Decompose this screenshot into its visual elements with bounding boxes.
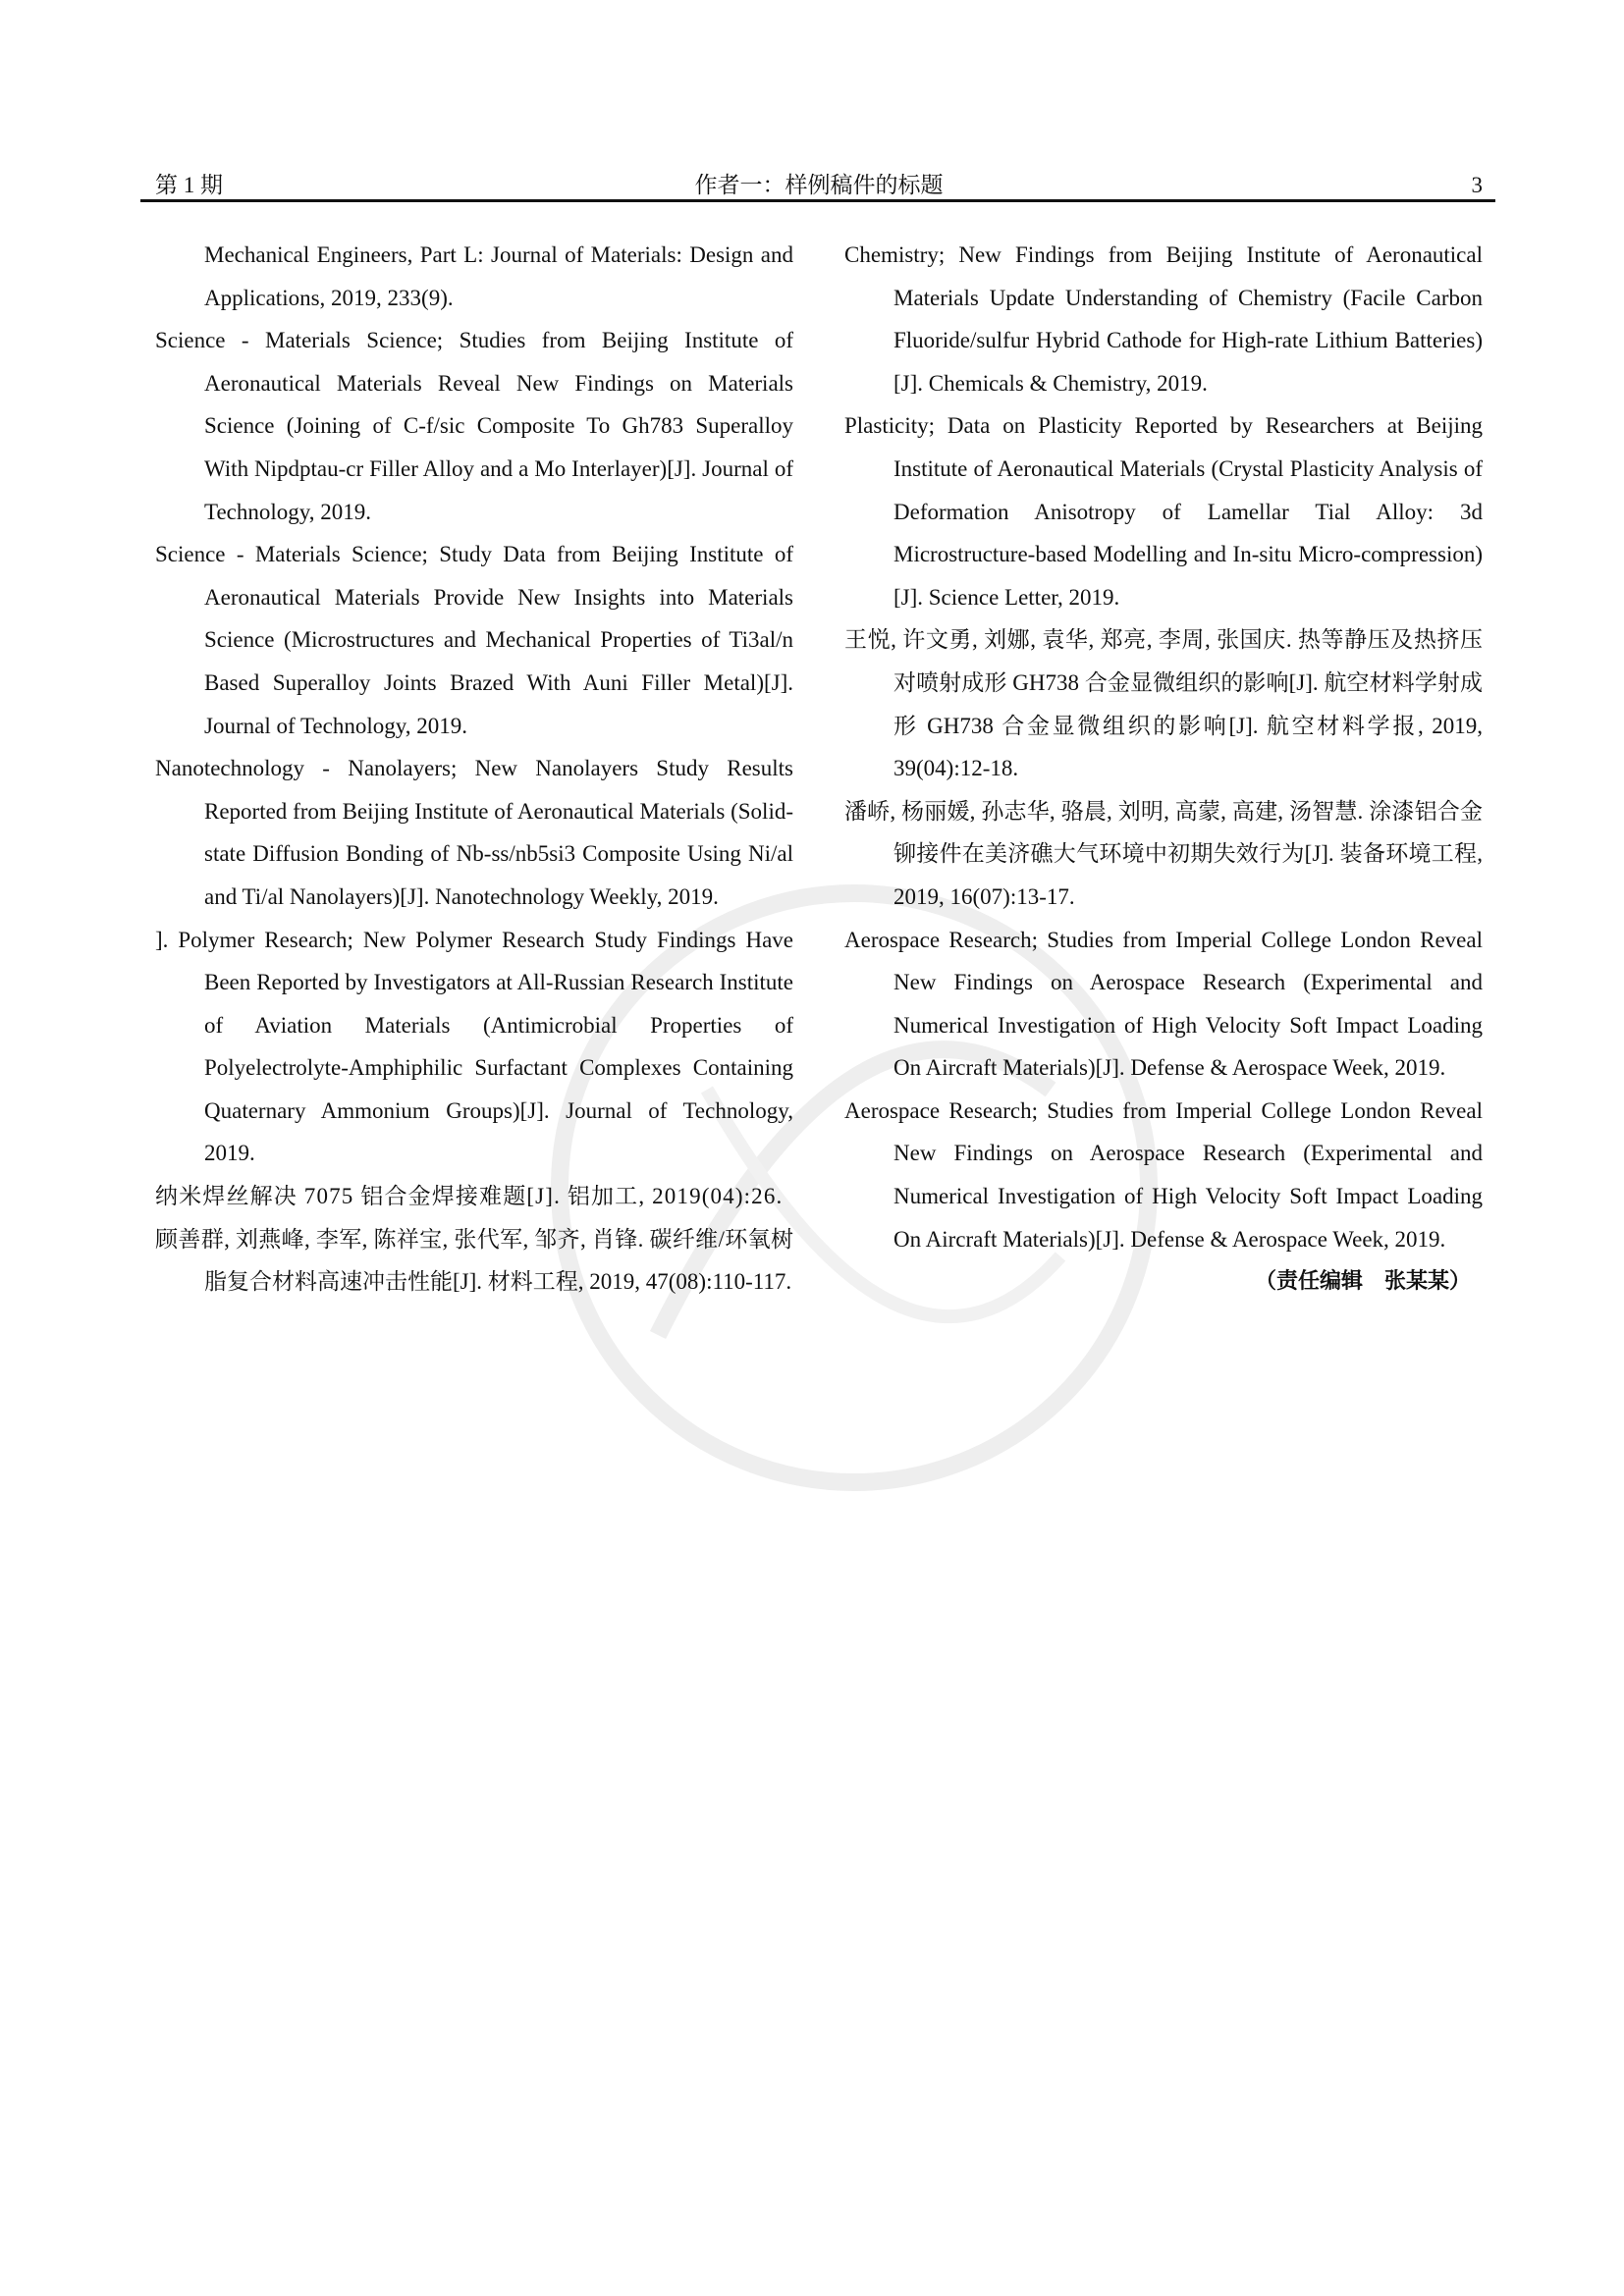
reference-item: Plasticity; Data on Plasticity Reported by Researchers at Beijing Institute of Aeronautical Materials (Crystal Plasticity Analysis of Deformation Anisotropy of Lamellar Tial Alloy: 3d Microstructure-based Modelling and In-situ Micro-compression)[J]. Science Letter, 2019. (844, 413, 1483, 610)
header-rule (140, 199, 1495, 202)
reference-item: ]. Polymer Research; New Polymer Research Study Findings Have Been Reported by Investigators at All-Russian Research Institute of Aviation Materials (Antimicrobial Properties of Polyelectrolyte-Amphiphilic Surfactant Complexes Containing Quaternary Ammonium Groups)[J]. Journal of Technology, 2019. (155, 927, 793, 1166)
reference-item: Aerospace Research; Studies from Imperial College London Reveal New Findings on Aerospace Research (Experimental and Numerical Investigation of High Velocity Soft Impact Loading On Aircraft Materials)[J]. Defense & Aerospace Week, 2019. (844, 1097, 1483, 1252)
reference-item: Chemistry; New Findings from Beijing Institute of Aeronautical Materials Update Understanding of Chemistry (Facile Carbon Fluoride/sulfur Hybrid Cathode for High-rate Lithium Batteries)[J]. Chemicals & Chemistry, 2019. (844, 242, 1483, 396)
reference-item: 纳米焊丝解决 7075 铝合金焊接难题[J]. 铝加工, 2019(04):26. (155, 1184, 784, 1209)
reference-item: Mechanical Engineers, Part L: Journal of Materials: Design and Applications, 2019, 233(9). (204, 242, 793, 310)
reference-item: 潘峤, 杨丽媛, 孙志华, 骆晨, 刘明, 高蒙, 高建, 汤智慧. 涂漆铝合金铆接件在美济礁大气环境中初期失效行为[J]. 装备环境工程, 2019, 16(07):13-17. (844, 798, 1483, 909)
left-reference-column (155, 234, 793, 1304)
reference-item: 王悦, 许文勇, 刘娜, 袁华, 郑亮, 李周, 张国庆. 热等静压及热挤压对喷射成形 GH738 合金显微组织的影响[J]. 航空材料学射成形 GH738 合金显微组织的影响[J]. 航空材料学报, 2019, 39(04):12-18. (844, 627, 1483, 781)
right-reference-column (844, 234, 1483, 1304)
issue-number: 第 1 期 (155, 173, 223, 197)
running-title: 作者一：样例稿件的标题 (694, 173, 944, 197)
reference-item: Science - Materials Science; Studies from Beijing Institute of Aeronautical Materials Reveal New Findings on Materials Science (Joining of C-f/sic Composite To Gh783 Superalloy With Nipdptau-cr Filler Alloy and a Mo Interlayer)[J]. Journal of Technology, 2019. (155, 328, 793, 524)
reference-item: Science - Materials Science; Study Data from Beijing Institute of Aeronautical Materials Provide New Insights into Materials Science (Microstructures and Mechanical Properties of Ti3al/n Based Superalloy Joints Brazed With Auni Filler Metal)[J]. Journal of Technology, 2019. (155, 542, 793, 738)
reference-item: 顾善群, 刘燕峰, 李军, 陈祥宝, 张代军, 邹齐, 肖锋. 碳纤维/环氧树脂复合材料高速冲击性能[J]. 材料工程, 2019, 47(08):110-117. (155, 1226, 793, 1295)
page-number: 3 (1471, 173, 1483, 197)
reference-item: Aerospace Research; Studies from Imperial College London Reveal New Findings on Aerospace Research (Experimental and Numerical Investigation of High Velocity Soft Impact Loading On Aircraft Materials)[J]. Defense & Aerospace Week, 2019. (844, 927, 1483, 1081)
responsible-editor: （责任编辑 张某某） (1254, 1269, 1471, 1295)
running-header (155, 171, 1483, 200)
reference-item: Nanotechnology - Nanolayers; New Nanolayers Study Results Reported from Beijing Institute of Aeronautical Materials (Solid-state Diffusion Bonding of Nb-ss/nb5si3 Composite Using Ni/al and Ti/al Nanolayers)[J]. Nanotechnology Weekly, 2019. (155, 756, 793, 909)
